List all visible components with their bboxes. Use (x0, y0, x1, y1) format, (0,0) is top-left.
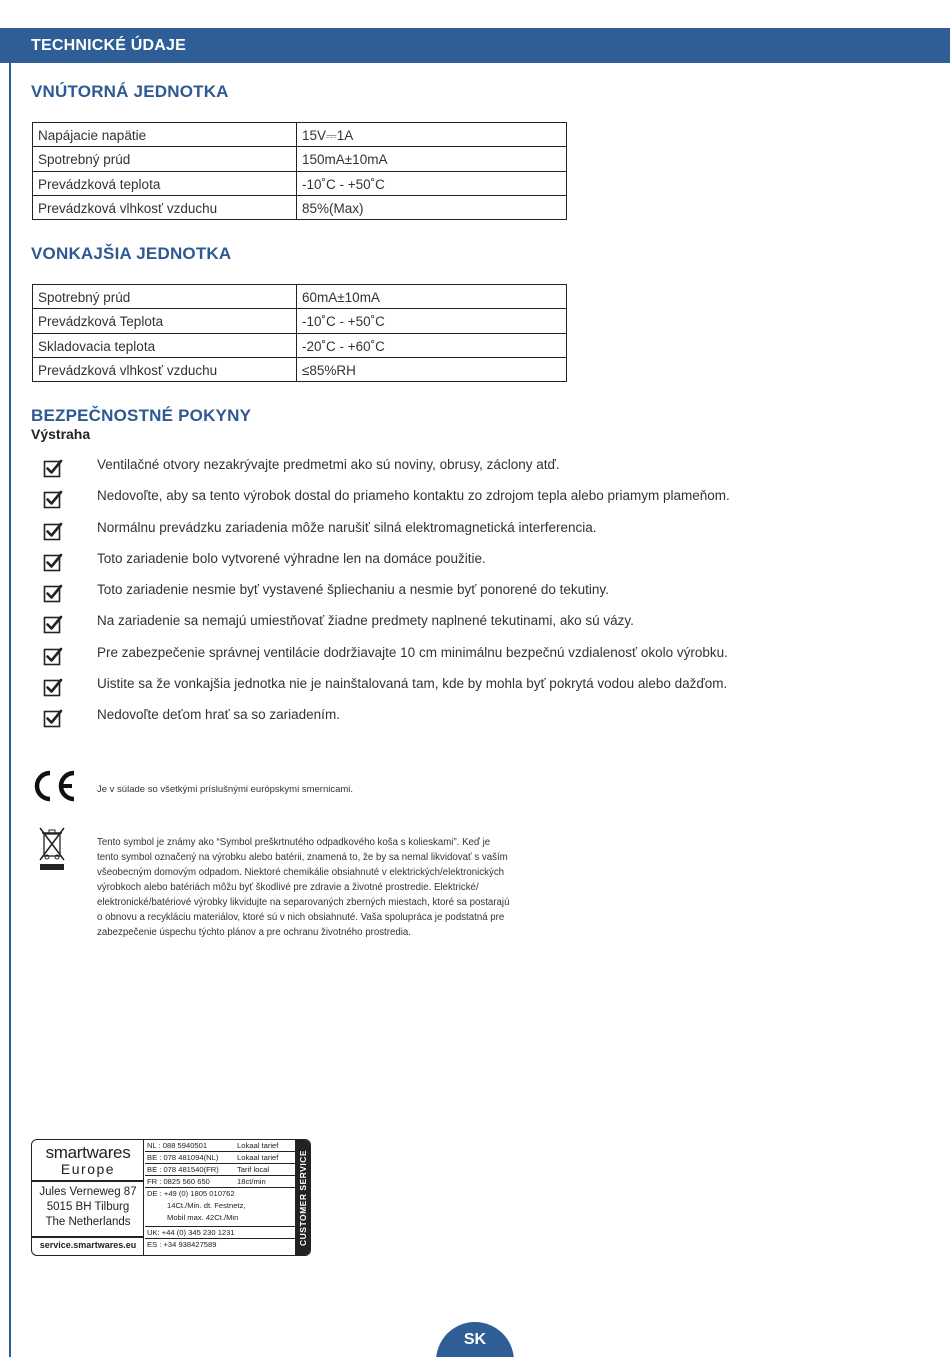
service-website: service.smartwares.eu (39, 1240, 137, 1250)
company-info (32, 1140, 144, 1255)
spec-value: 150mA±10mA (297, 147, 567, 171)
divider (32, 1180, 144, 1182)
checkbox-checked-icon (43, 583, 63, 603)
checkbox-checked-icon (43, 552, 63, 572)
page-title: TECHNICKÉ ÚDAJE (31, 37, 187, 54)
phone-tariff: Tarif local (237, 1165, 270, 1175)
warning-list (43, 453, 923, 735)
checkbox-checked-icon (43, 489, 63, 509)
phone-note: Mobil max. 42Ct./Min (167, 1213, 239, 1223)
phone-note: 14Ct./Min. dt. Festnetz, (167, 1201, 246, 1211)
phone-row (145, 1227, 296, 1239)
table-row (33, 147, 567, 171)
table-row (33, 123, 567, 147)
crossed-out-wheelie-bin-icon (37, 826, 67, 872)
checkbox-checked-icon (43, 677, 63, 697)
left-margin-rule (9, 63, 11, 1357)
weee-line: tento symbol označený na výrobku alebo batérii, znamená to, že by sa nemal likvidovať s vaším (97, 852, 508, 863)
table-row (33, 309, 567, 333)
warning-text: Uistite sa že vonkajšia jednotka nie je nainštalovaná tam, kde by mohla byť pokrytá vodou alebo dažďom. (97, 676, 728, 692)
phone-row (145, 1176, 296, 1188)
brand-region: Europe (60, 1161, 116, 1177)
list-item (43, 641, 923, 672)
table-row (33, 333, 567, 357)
spec-value: 60mA±10mA (297, 285, 567, 309)
list-item (43, 609, 923, 640)
list-item (43, 703, 923, 734)
table-row (33, 195, 567, 219)
warning-text: Nedovoľte deťom hrať sa so zariadením. (97, 707, 340, 723)
ce-compliance-text: Je v súlade so všetkými príslušnými európskymi smernicami. (97, 784, 354, 795)
list-item (43, 672, 923, 703)
weee-line: elektronické/batériové výrobky likvidujte na separovaných zberných miestach, ktoré sa postarajú (97, 897, 510, 908)
spec-label: Prevádzková vlhkosť vzduchu (33, 357, 297, 381)
safety-section-title: BEZPEČNOSTNÉ POKYNY (31, 406, 252, 425)
indoor-section-title: VNÚTORNÁ JEDNOTKA (31, 82, 229, 101)
language-code: SK (463, 1331, 487, 1348)
phone-list (145, 1140, 296, 1255)
list-item (43, 453, 923, 484)
phone-number: NL : 088 5940501 (147, 1141, 208, 1150)
phone-number: BE : 078 481540(FR) (147, 1165, 219, 1175)
phone-number: UK: +44 (0) 345 230 1231 (147, 1228, 235, 1238)
outdoor-section-title: VONKAJŠIA JEDNOTKA (31, 244, 232, 263)
ce-mark-icon (30, 768, 78, 804)
weee-line: výrobkoch alebo batériách môžu byť škodlivé pre zdravie a životné prostredie. Elektrické/ (97, 882, 479, 893)
list-item (43, 578, 923, 609)
spec-label: Prevádzková vlhkosť vzduchu (33, 195, 297, 219)
customer-service-label-strip (295, 1140, 310, 1255)
phone-tariff: Lokaal tarief (237, 1153, 279, 1163)
weee-line: zabezpečenie úspechu týchto plánov a pre ochranu životného prostredia. (97, 927, 411, 938)
spec-value: -20˚C - +60˚C (297, 333, 567, 357)
phone-number: DE : +49 (0) 1805 010762 (147, 1189, 235, 1199)
customer-service-label: CUSTOMER SERVICE (297, 1149, 308, 1247)
divider (32, 1236, 144, 1238)
spec-value: 15V⎓1A (297, 123, 567, 147)
phone-row (145, 1239, 296, 1251)
spec-label: Prevádzková teplota (33, 171, 297, 195)
phone-row (145, 1164, 296, 1176)
phone-number: FR : 0825 560 650 (147, 1177, 210, 1187)
weee-line: všeobecným domovým odpadom. Niektoré chemikálie obsiahnuté v elektrických/elektronických (97, 867, 505, 878)
table-row (33, 171, 567, 195)
indoor-spec-table (32, 122, 567, 220)
address-line: 5015 BH Tilburg (46, 1201, 130, 1213)
spec-label: Napájacie napätie (33, 123, 297, 147)
warning-text: Ventilačné otvory nezakrývajte predmetmi ako sú noviny, obrusy, záclony atď. (97, 457, 560, 472)
weee-line: Tento symbol je známy ako “Symbol preškrtnutého odpadkového koša s kolieskami”. Keď je (97, 837, 491, 848)
spec-value: -10˚C - +50˚C (297, 309, 567, 333)
phone-number: BE : 078 481094(NL) (147, 1153, 219, 1163)
phone-number: ES : +34 938427589 (147, 1240, 217, 1250)
warning-text: Toto zariadenie bolo vytvorené výhradne len na domáce použitie. (97, 550, 486, 566)
spec-label: Spotrebný prúd (33, 285, 297, 309)
phone-row (145, 1152, 296, 1164)
spec-value: ≤85%RH (297, 357, 567, 381)
spec-label: Prevádzková Teplota (33, 309, 297, 333)
warning-text: Pre zabezpečenie správnej ventilácie dodržiavajte 10 cm minimálnu bezpečnú vzdialenosť okolo výrobku. (97, 644, 728, 660)
warning-text: Toto zariadenie nesmie byť vystavené špliechaniu a nesmie byť ponorené do tekutiny. (97, 582, 609, 598)
spec-value: 85%(Max) (297, 195, 567, 219)
customer-service-card (31, 1139, 311, 1256)
checkbox-checked-icon (43, 458, 63, 478)
warning-subtitle: Výstraha (31, 426, 91, 442)
warning-text: Nedovoľte, aby sa tento výrobok dostal do priameho kontaktu zo zdrojom tepla alebo priamym plameňom. (97, 488, 730, 504)
phone-row (145, 1140, 296, 1152)
spec-label: Skladovacia teplota (33, 333, 297, 357)
list-item (43, 484, 923, 515)
spec-value: -10˚C - +50˚C (297, 171, 567, 195)
table-row (33, 357, 567, 381)
table-row (33, 285, 567, 309)
address-line: Jules Verneweg 87 (39, 1186, 137, 1198)
phone-tariff: Lokaal tarief (237, 1141, 279, 1150)
spec-label: Spotrebný prúd (33, 147, 297, 171)
checkbox-checked-icon (43, 521, 63, 541)
brand-logo: smartwares (45, 1143, 131, 1162)
warning-text: Na zariadenie sa nemajú umiestňovať žiadne predmety naplnené tekutinami, ako sú vázy. (97, 613, 634, 629)
checkbox-checked-icon (43, 708, 63, 728)
checkbox-checked-icon (43, 646, 63, 666)
checkbox-checked-icon (43, 614, 63, 634)
outdoor-spec-table (32, 284, 567, 382)
weee-disposal-text (97, 835, 587, 940)
phone-tariff: 18ct/min (237, 1177, 266, 1187)
company-address (32, 1185, 144, 1230)
warning-text: Normálnu prevádzku zariadenia môže narušiť silná elektromagnetická interferencia. (97, 519, 597, 535)
phone-row-de (145, 1188, 296, 1227)
list-item (43, 547, 923, 578)
list-item (43, 516, 923, 547)
weee-line: o obnovu a recykláciu materiálov, ktoré sú v nich obsiahnuté. Vaša spolupráca je podstatná pre (97, 912, 505, 923)
address-line: The Netherlands (45, 1216, 131, 1228)
